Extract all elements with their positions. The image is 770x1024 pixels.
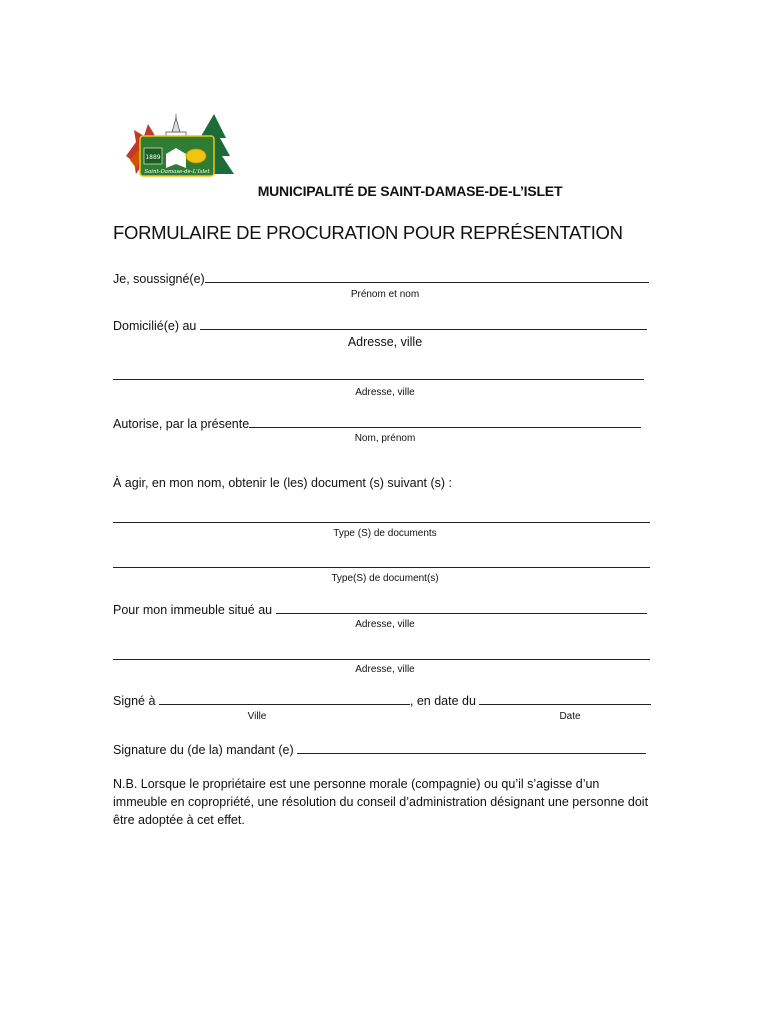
ville-field[interactable] (159, 693, 410, 705)
signature-label: Signature du (de la) mandant (e) (113, 743, 294, 757)
address4-caption: Adresse, ville (355, 664, 415, 675)
address4-field[interactable] (113, 648, 650, 660)
address2-field[interactable] (113, 368, 644, 380)
autorise-caption: Nom, prénom (354, 433, 416, 444)
soussigne-label: Je, soussigné(e) (113, 272, 205, 286)
doc2-line (113, 556, 650, 571)
domicile-line (113, 318, 647, 333)
doc1-field[interactable] (113, 511, 650, 523)
wheat-icon (186, 149, 206, 163)
address2-caption: Adresse, ville (355, 387, 415, 398)
domicile-label: Domicilié(e) au (113, 319, 197, 333)
autorise-label: Autorise, par la présente (113, 417, 250, 431)
domicile-caption: Adresse, ville (347, 335, 423, 349)
autorise-field[interactable] (249, 416, 641, 428)
soussigne-caption: Prénom et nom (350, 289, 420, 300)
municipality-logo (122, 112, 234, 188)
nb-note: N.B. Lorsque le propriétaire est une personne morale (compagnie) ou qu’il s’agisse d’un immeuble en copropriété, une résolution du conseil d’administration désignant une personne doit être adoptée à cet effet. (113, 777, 649, 827)
agir-text: À agir, en mon nom, obtenir le (les) document (s) suivant (s) : (113, 476, 453, 490)
doc1-line (113, 511, 650, 526)
signe-label: Signé à (113, 694, 156, 708)
signature-line (113, 742, 646, 757)
logo-year: 1889 (145, 154, 161, 161)
signe-line (113, 693, 651, 708)
municipality-heading: MUNICIPALITÉ DE SAINT-DAMASE-DE-L’ISLET (257, 183, 563, 199)
autorise-line (113, 416, 641, 431)
date-label: , en date du (409, 694, 476, 708)
date-caption: Date (559, 711, 581, 722)
address2-line (113, 368, 644, 383)
doc2-field[interactable] (113, 556, 650, 568)
date-field[interactable] (479, 693, 651, 705)
immeuble-field[interactable] (276, 602, 647, 614)
address4-line (113, 648, 650, 663)
doc1-caption: Type (S) de documents (333, 528, 437, 539)
doc2-caption: Type(S) de document(s) (331, 573, 439, 584)
soussigne-field[interactable] (205, 271, 649, 283)
domicile-field[interactable] (200, 318, 647, 330)
logo-caption: Saint-Damase-de-L'Islet (144, 169, 210, 175)
immeuble-caption: Adresse, ville (355, 619, 415, 630)
immeuble-label: Pour mon immeuble situé au (113, 603, 273, 617)
ville-caption: Ville (247, 711, 267, 722)
signature-field[interactable] (297, 742, 646, 754)
soussigne-line (113, 271, 649, 286)
form-title: FORMULAIRE DE PROCURATION POUR REPRÉSENTATION (113, 222, 623, 243)
immeuble-line (113, 602, 647, 617)
